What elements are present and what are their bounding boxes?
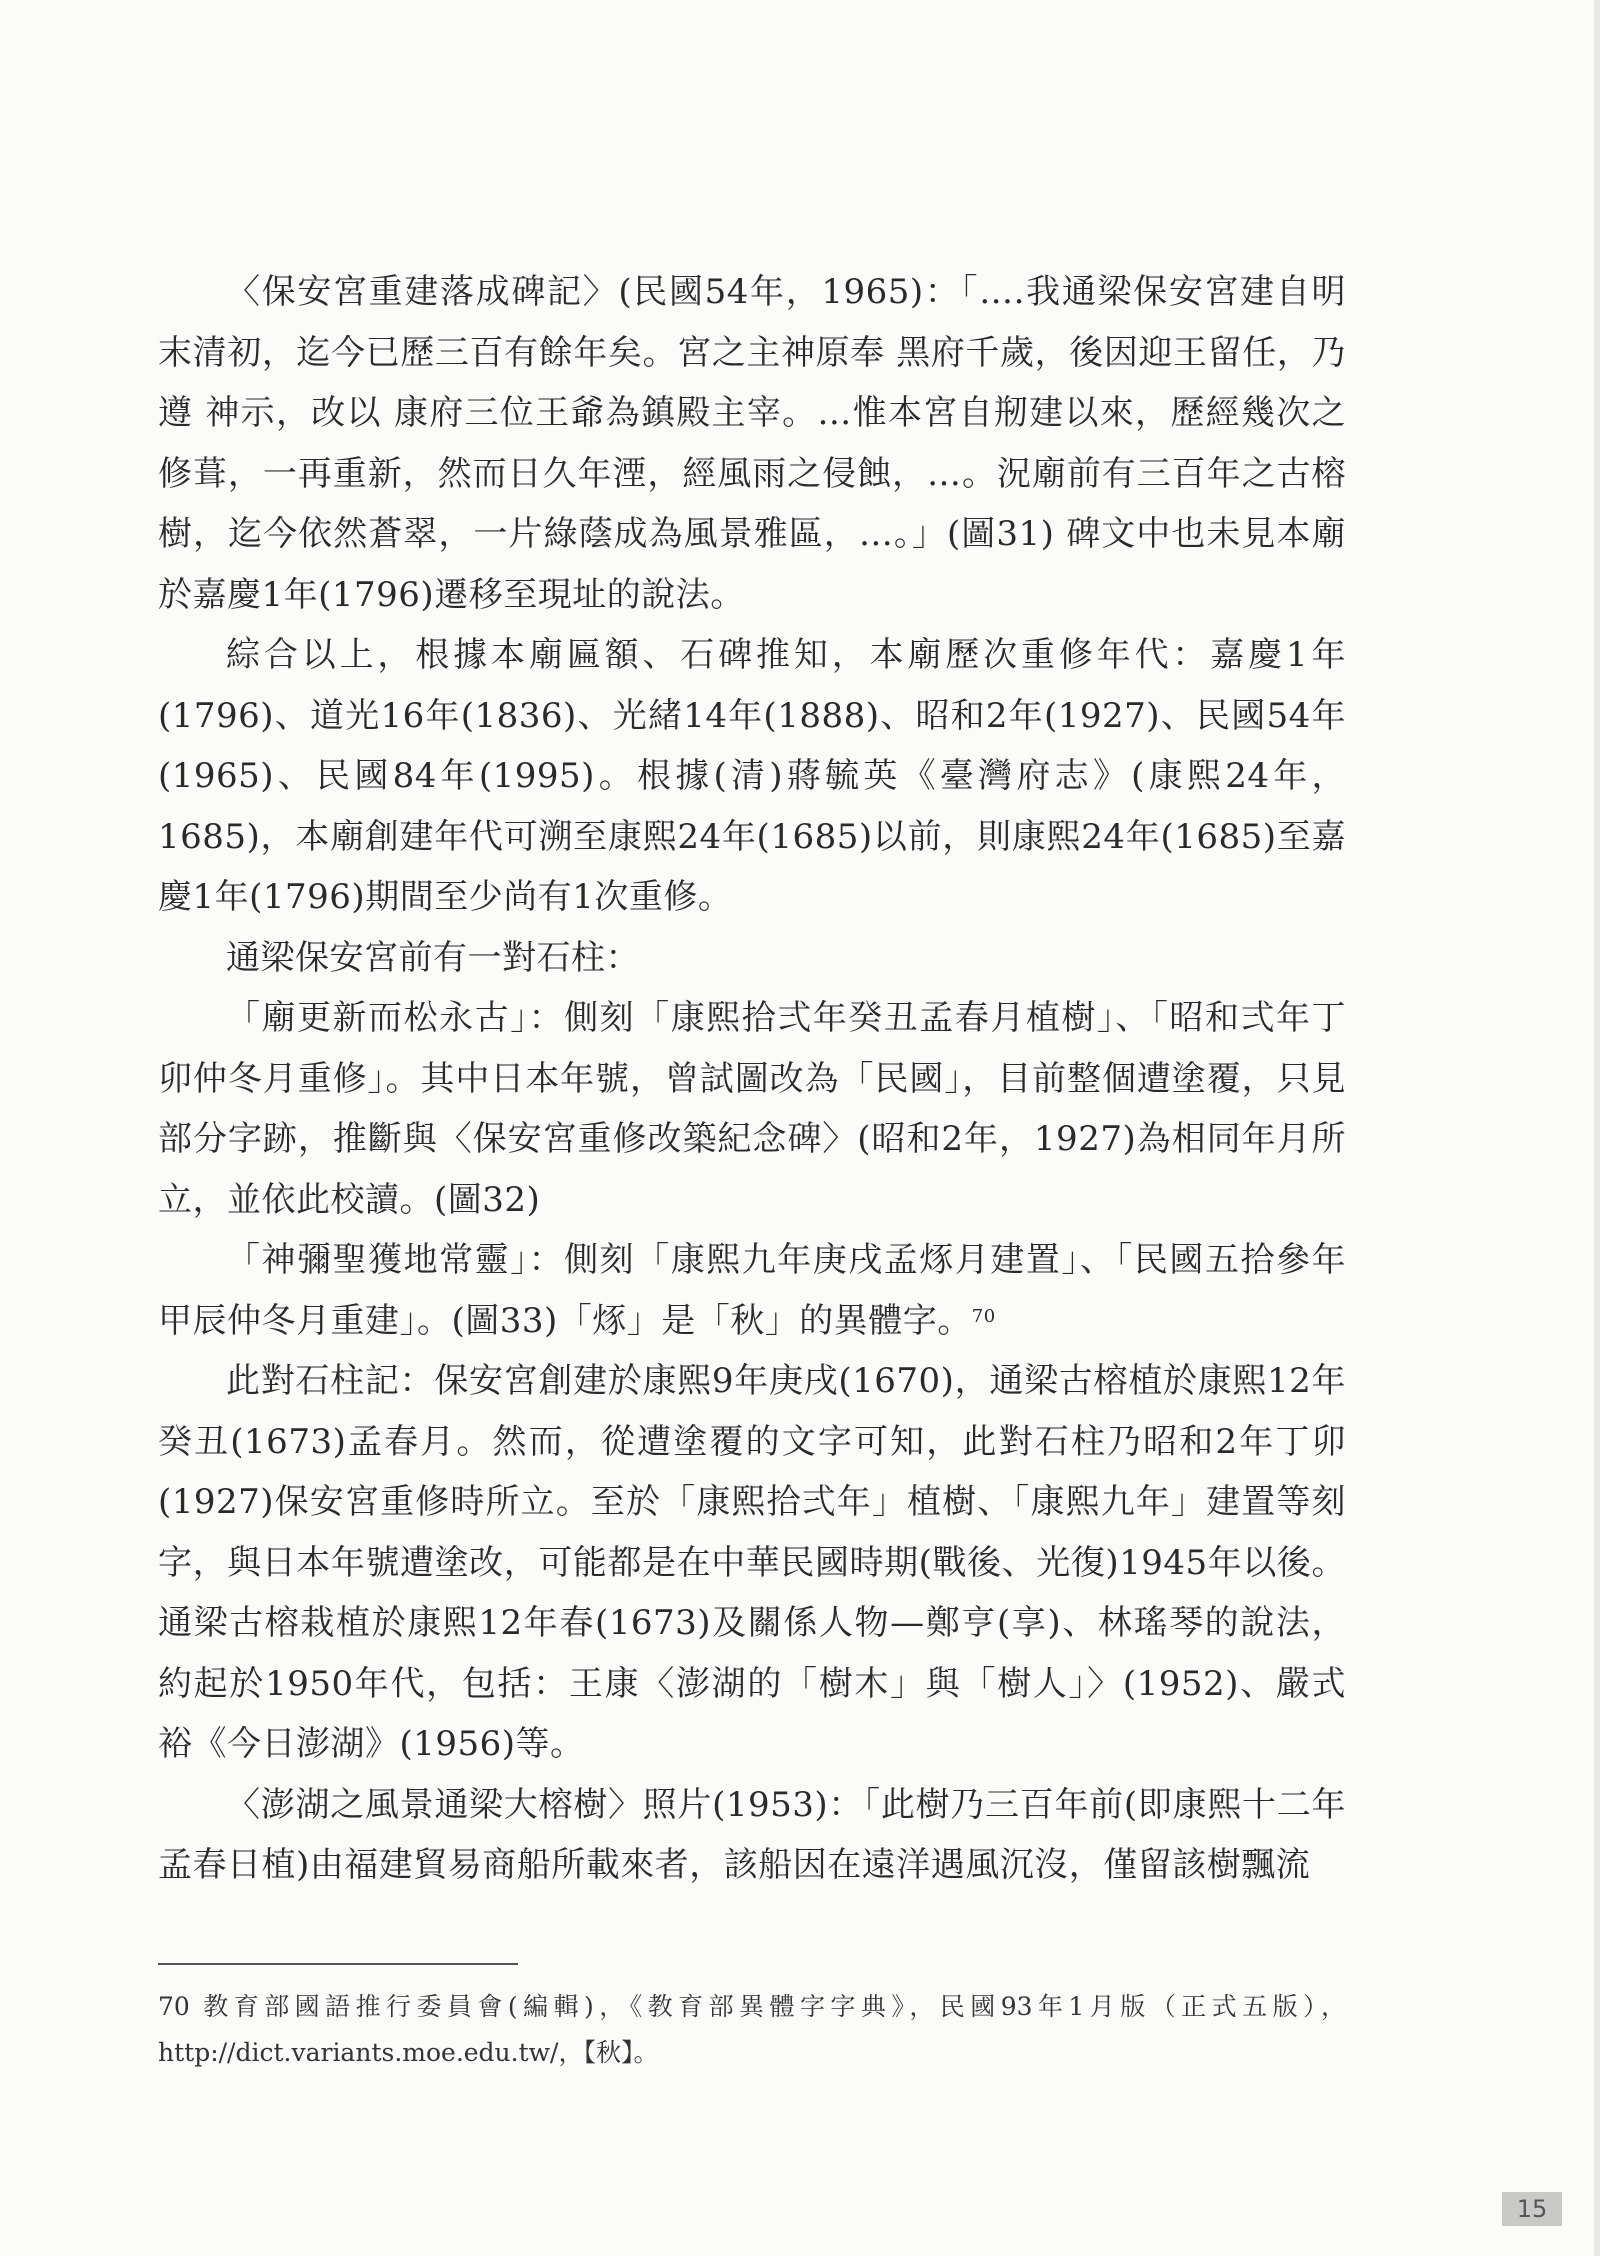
- paragraph-pillar-two: [158, 1230, 1346, 1351]
- main-text: [158, 262, 1346, 1896]
- paragraph-banyan-photo: 〈澎湖之風景通梁大榕樹〉照片(1953)：「此樹乃三百年前(即康熙十二年孟春日植)由福建貿易商船所載來者，該船因在遠洋遇風沉沒，僅留該樹飄流: [158, 1784, 1346, 1885]
- paragraph-stone-pillars-intro: 通梁保安宮前有一對石柱：: [226, 937, 640, 978]
- paragraph-pillar-two-text: 「神彌聖獲地常靈」：側刻「康熙九年庚戌孟烼月建置」、「民國五拾參年甲辰仲冬月重建」。(圖33)「烼」是「秋」的異體字。: [158, 1240, 1346, 1341]
- footnote-divider: [158, 1963, 518, 1965]
- footnote: [158, 1984, 1346, 2076]
- paragraph-pillar-one: 「廟更新而松永古」：側刻「康熙拾弍年癸丑孟春月植樹」、「昭和弍年丁卯仲冬月重修」。其中日本年號，曾試圖改為「民國」，目前整個遭塗覆，只見部分字跡，推斷與〈保安宮重修改築紀念碑〉(昭和2年，1927)為相同年月所立，並依此校讀。(圖32): [158, 998, 1346, 1220]
- page-edge-shadow: [1594, 0, 1600, 2256]
- footnote-number: 70: [158, 1992, 190, 2021]
- footnote-reference: 70: [971, 1305, 996, 1327]
- paragraph-pillar-record: 此對石柱記：保安宮創建於康熙9年庚戌(1670)，通梁古榕植於康熙12年癸丑(1673)孟春月。然而，從遭塗覆的文字可知，此對石柱乃昭和2年丁卯(1927)保安宮重修時所立。至於「康熙拾弍年」植樹、「康熙九年」建置等刻字，與日本年號遭塗改，可能都是在中華民國時期(戰後、光復)1945年以後。通梁古榕栽植於康熙12年春(1673)及關係人物—鄭亨(享)、林瑤琴的說法，約起於1950年代，包括：王康〈澎湖的「樹木」與「樹人」〉(1952)、嚴式裕《今日澎湖》(1956)等。: [158, 1361, 1346, 1764]
- page-number: 15: [1502, 2192, 1562, 2226]
- paragraph-summary: 綜合以上，根據本廟匾額、石碑推知，本廟歷次重修年代：嘉慶1年(1796)、道光16年(1836)、光緒14年(1888)、昭和2年(1927)、民國54年(1965)、民國84年(1995)。根據(清)蔣毓英《臺灣府志》(康熙24年，1685)，本廟創建年代可溯至康熙24年(1685)以前，則康熙24年(1685)至嘉慶1年(1796)期間至少尚有1次重修。: [158, 635, 1346, 917]
- paragraph-stele-inscription: 〈保安宮重建落成碑記〉(民國54年，1965)：「….我通梁保安宮建自明末清初，迄今已歷三百有餘年矣。宮之主神原奉 黑府千歲，後因迎王留任，乃遵 神示，改以 康府三位王爺為鎮殿主宰。…惟本宮自剏建以來，歷經幾次之修葺，一再重新，然而日久年湮，經風雨之侵蝕，…。況廟前有三百年之古榕樹，迄今依然蒼翠，一片綠蔭成為風景雅區，…。」(圖31) 碑文中也未見本廟於嘉慶1年(1796)遷移至現址的說法。: [158, 272, 1346, 615]
- footnote-text: 教育部國語推行委員會(編輯)，《教育部異體字字典》，民國93年1月版（正式五版），http://dict.variants.moe.edu.tw/，【秋】。: [158, 1992, 1346, 2067]
